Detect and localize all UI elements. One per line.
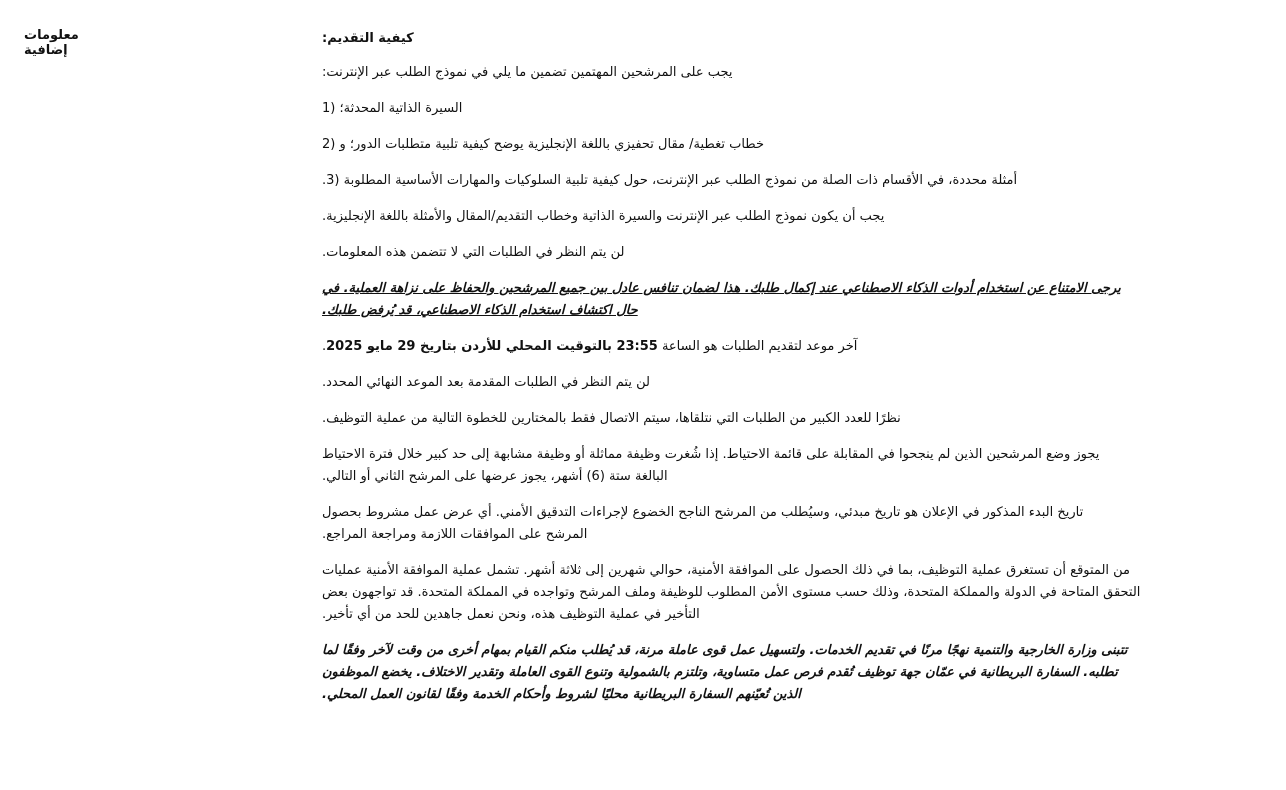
closing-line: تتبنى وزارة الخارجية والتنمية نهجًا مرنًا في تقديم الخدمات. ولتسهيل عمل قوى عاملة مرنة، قد يُطلب منكم القيام بمهام أخرى من وقت لآخر وفقًا لما [322, 643, 1128, 658]
reserve-line: يجوز وضع المرشحين الذين لم ينجحوا في المقابلة على قائمة الاحتياط. إذا شُغرت وظيفة مماثلة أو وظيفة مشابهة إلى حد كبير خلال فترة الاحتياط [322, 447, 1100, 462]
closing-line: تطلبه. السفارة البريطانية في عمّان جهة توظيف تُقدم فرص عمل متساوية، وتلتزم بالشمولية وتنوع القوى العاملة وتقدير الاختلاف. يخضع الموظفون [322, 665, 1118, 680]
equal-opportunity-statement [322, 640, 1152, 706]
start-date-line: تاريخ البدء المذكور في الإعلان هو تاريخ مبدئي، وسيُطلب من المرشح الناجح الخضوع لإجراءات التدقيق الأمني. أي عرض عمل مشروط بحصول [322, 505, 1084, 520]
requirement-item-cover-letter: خطاب تغطية/ مقال تحفيزي باللغة الإنجليزية يوضح كيفية تلبية متطلبات الدور؛ و (2 [322, 137, 764, 152]
reserve-list-note [322, 444, 1152, 488]
requirement-item-examples: أمثلة محددة، في الأقسام ذات الصلة من نموذج الطلب عبر الإنترنت، حول كيفية تلبية السلوكيات والمهارات الأساسية المطلوبة (3. [322, 173, 1018, 188]
start-date-note [322, 502, 1152, 546]
start-date-line: المرشح على الموافقات اللازمة ومراجعة المراجع. [322, 527, 588, 542]
requirements-intro: يجب على المرشحين المهتمين تضمين ما يلي في نموذج الطلب عبر الإنترنت: [322, 65, 733, 80]
how-to-apply-heading: كيفية التقديم: [322, 31, 414, 46]
incomplete-application-note: لن يتم النظر في الطلبات التي لا تتضمن هذه المعلومات. [322, 245, 625, 260]
deadline-datetime: 23:55 بالتوقيت المحلي للأردن بتاريخ 29 مايو 2025 [326, 339, 658, 354]
ai-warning-line: حال اكتشاف استخدام الذكاء الاصطناعي، قد يُرفض طلبك. [322, 303, 638, 318]
deadline-note [322, 336, 1152, 358]
reserve-line: البالغة ستة (6) أشهر، يجوز عرضها على المرشح الثاني أو التالي. [322, 469, 668, 484]
deadline-suffix: . [322, 339, 327, 354]
deadline-prefix: آخر موعد لتقديم الطلبات هو الساعة [657, 339, 858, 354]
ai-warning-line: يرجى الامتناع عن استخدام أدوات الذكاء الاصطناعي عند إكمال طلبك. هذا لضمان تنافس عادل بين جميع المرشحين والحفاظ على نزاهة العملية. في [322, 281, 1121, 296]
late-application-note: لن يتم النظر في الطلبات المقدمة بعد الموعد النهائي المحدد. [322, 375, 650, 390]
duration-line: التأخير في عملية التوظيف هذه، ونحن نعمل جاهدين للحد من أي تأخير. [322, 607, 700, 622]
language-note: يجب أن يكون نموذج الطلب عبر الإنترنت والسيرة الذاتية وخطاب التقديم/المقال والأمثلة باللغة الإنجليزية. [322, 209, 885, 224]
duration-line: التحقق المتاحة في الدولة والمملكة المتحدة، وذلك حسب مستوى الأمن المطلوب للوظيفة وملف المرشح وتواجده في المملكة المتحدة. قد تواجهون بعض [322, 585, 1141, 600]
requirement-item-cv: السيرة الذاتية المحدثة؛ (1 [322, 101, 463, 116]
ai-usage-warning [322, 278, 1152, 322]
recruitment-duration-note [322, 560, 1152, 626]
additional-info-label: معلومات إضافية [24, 28, 79, 58]
closing-line: الذين تُعيّنهم السفارة البريطانية محليًا لشروط وأحكام الخدمة وفقًا لقانون العمل المحلي. [322, 687, 801, 702]
shortlist-note: نظرًا للعدد الكبير من الطلبات التي نتلقاها، سيتم الاتصال فقط بالمختارين للخطوة التالية من عملية التوظيف. [322, 411, 901, 426]
duration-line: من المتوقع أن تستغرق عملية التوظيف، بما في ذلك الحصول على الموافقة الأمنية، حوالي شهرين إلى ثلاثة أشهر. تشمل عملية الموافقة الأمنية عمليات [322, 563, 1131, 578]
job-application-content [322, 28, 1152, 720]
